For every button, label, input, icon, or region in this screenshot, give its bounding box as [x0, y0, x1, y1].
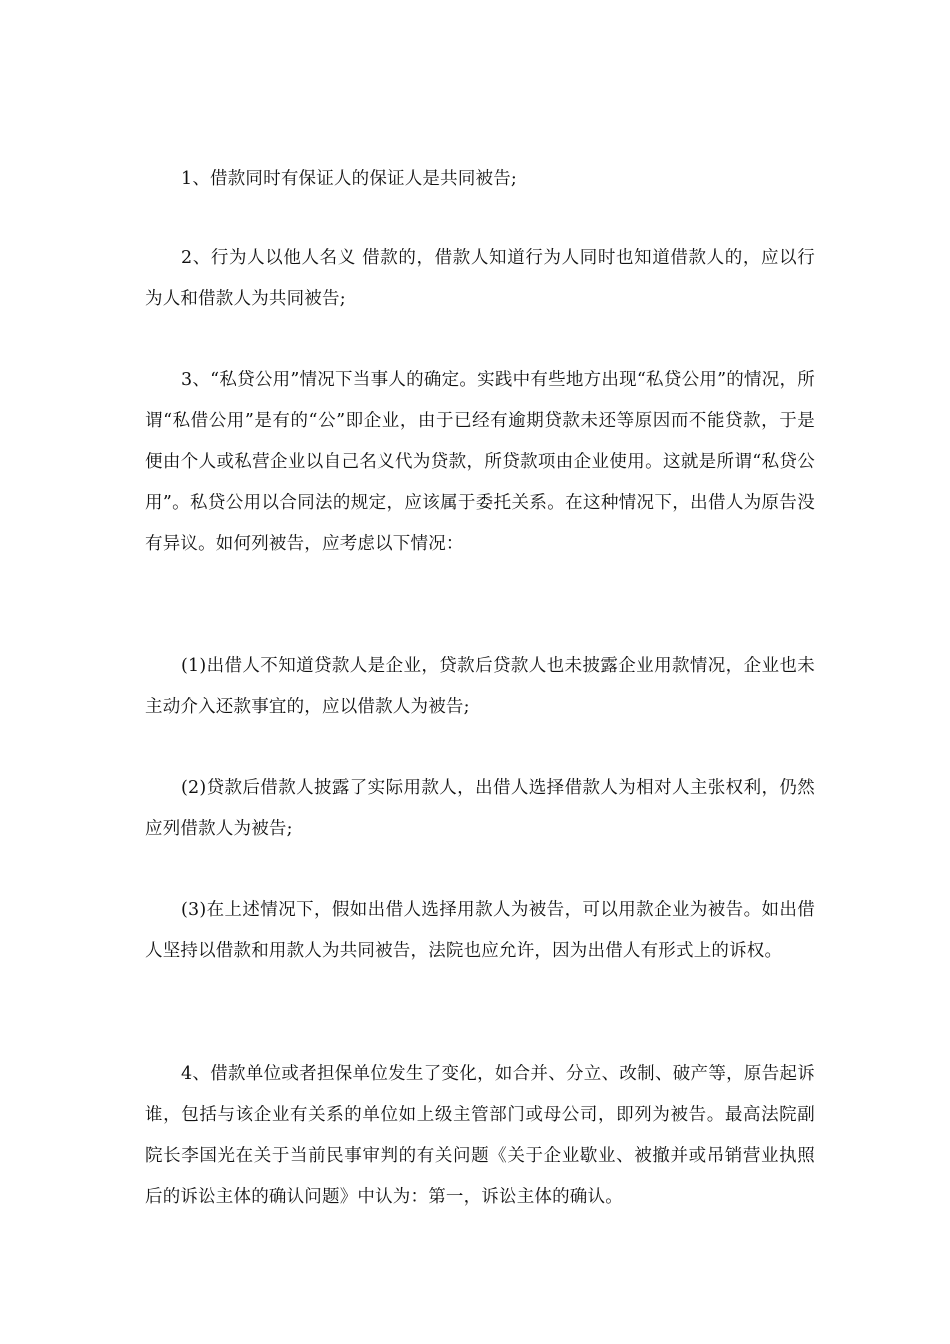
paragraph-1 — [145, 159, 815, 200]
paragraph-3 — [145, 360, 815, 565]
paragraph-7-line-3: 最高法院副院长李国光在关于当前民事审判的有关问题《关于企业歇业、被撤 — [145, 1105, 816, 1166]
paragraph-7-line-1: 4、借款单位或者担保单位发生了变化，如合并、分立、改制、破产等，原 — [181, 1064, 762, 1084]
paragraph-3-line-3: 原因而不能贷款，于是便由个人或私营企业以自己名义代为贷款，所贷款项由 — [145, 411, 815, 472]
paragraph-6 — [145, 890, 815, 972]
paragraph-5-line-2: 仍然应列借款人为被告; — [145, 778, 815, 839]
paragraph-5-line-1: (2)贷款后借款人披露了实际用款人，出借人选择借款人为相对人主张权利， — [181, 778, 780, 798]
paragraph-3-line-2: 的情况，所谓“私借公用”是有的“公”即企业，由于已经有逾期贷款未还等 — [145, 370, 816, 431]
paragraph-6-line-2: 如出借人坚持以借款和用款人为共同被告，法院也应允许，因为出借人有形式 — [145, 900, 815, 961]
paragraph-7 — [145, 1054, 815, 1218]
paragraph-3-line-1: 3、“私贷公用”情况下当事人的确定。实践中有些地方出现“私贷公用” — [181, 370, 727, 390]
paragraph-6-line-3: 上的诉权。 — [693, 941, 783, 961]
paragraph-4 — [145, 646, 815, 728]
paragraph-1-line-1: 1、借款同时有保证人的保证人是共同被告; — [181, 169, 518, 189]
paragraph-7-line-2: 告起诉谁，包括与该企业有关系的单位如上级主管部门或母公司，即列为被告。 — [145, 1064, 815, 1125]
paragraph-7-line-4: 并或吊销营业执照后的诉讼主体的确认问题》中认为：第一，诉讼主体的确认。 — [145, 1146, 815, 1207]
paragraph-3-line-6: 况： — [428, 534, 464, 554]
paragraph-4-line-2: 业也未主动介入还款事宜的，应以借款人为被告; — [145, 656, 815, 717]
paragraph-2-line-2: 应以行为人和借款人为共同被告; — [145, 248, 815, 309]
paragraph-6-line-1: (3)在上述情况下，假如出借人选择用款人为被告，可以用款企业为被告。 — [181, 900, 762, 920]
paragraph-3-line-5: 托关系。在这种情况下，出借人为原告没有异议。如何列被告，应考虑以下情 — [145, 493, 815, 554]
paragraph-3-line-4: 企业使用。这就是所谓“私贷公用”。私贷公用以合同法的规定，应该属于委 — [145, 452, 815, 513]
paragraph-2 — [145, 238, 815, 320]
paragraph-2-line-1: 2、行为人以他人名义 借款的，借款人知道行为人同时也知道借款人的， — [181, 248, 762, 268]
paragraph-4-line-1: (1)出借人不知道贷款人是企业，贷款后贷款人也未披露企业用款情况，企 — [181, 656, 762, 676]
paragraph-5 — [145, 768, 815, 850]
